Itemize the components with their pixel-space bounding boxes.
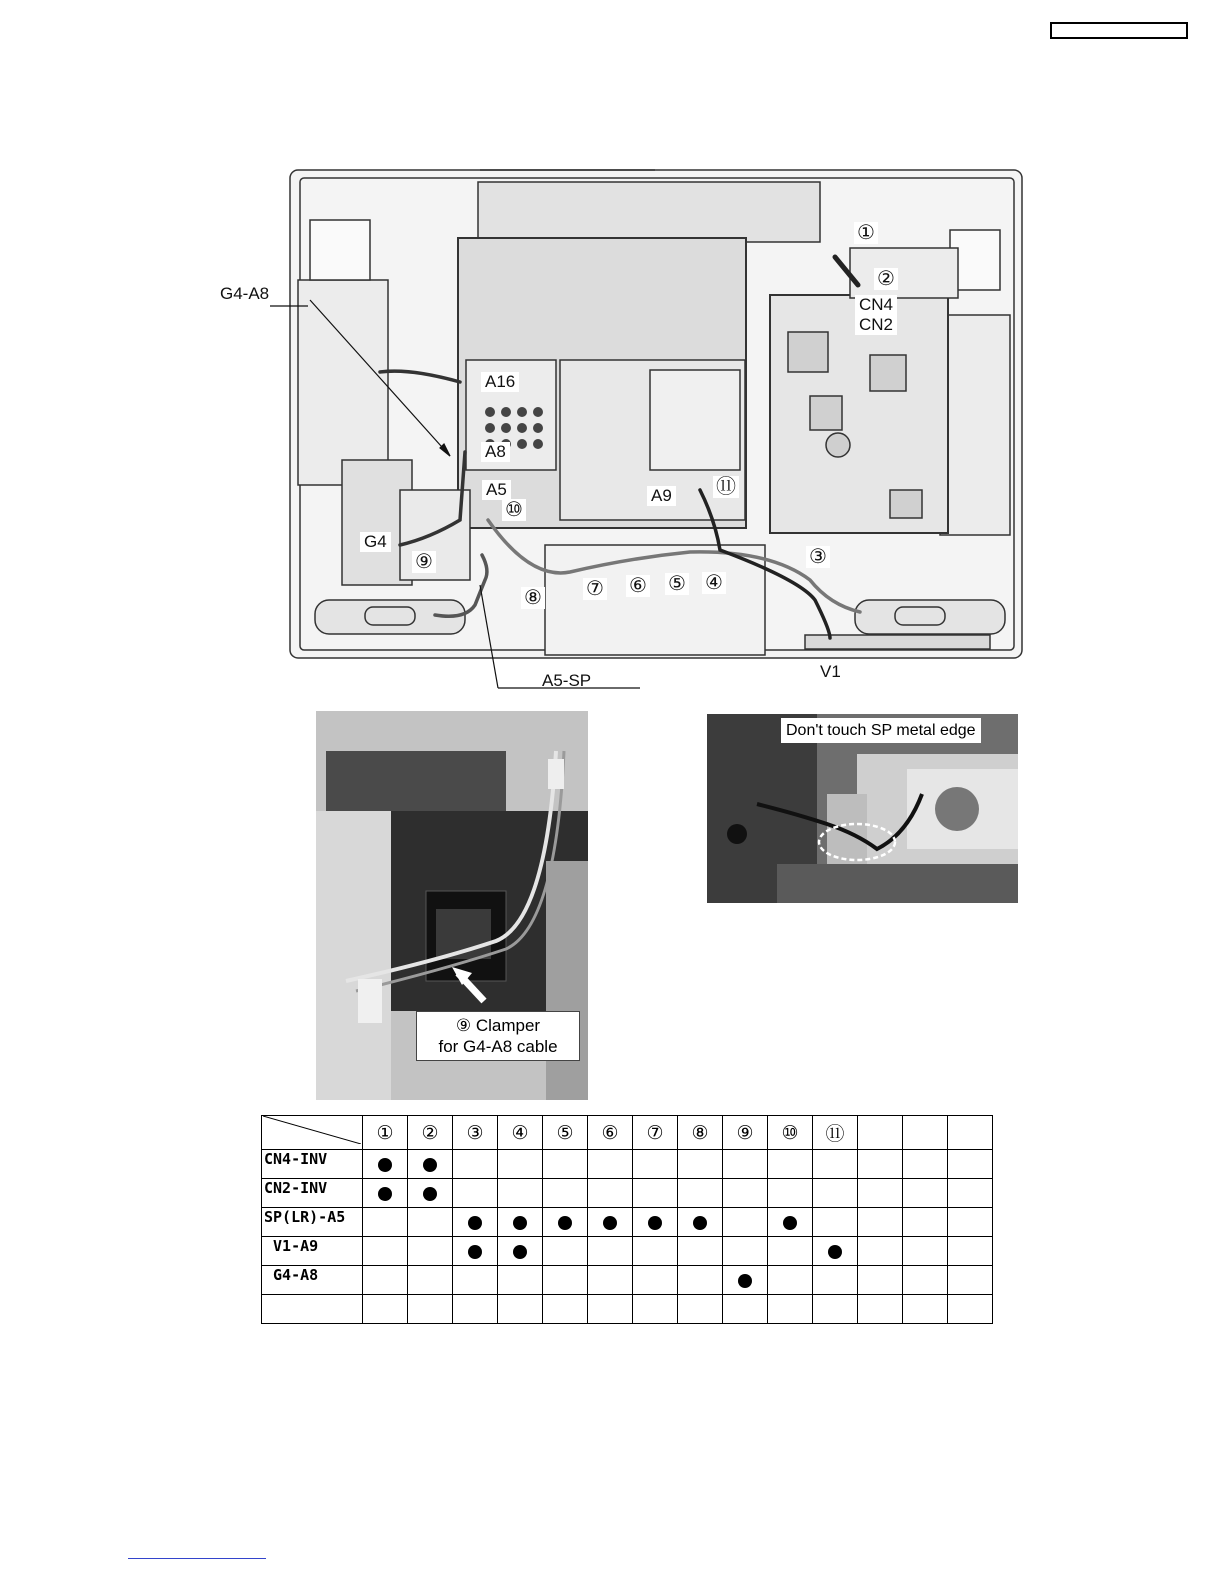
- table-cell: [633, 1208, 678, 1237]
- label-cn2: CN2: [855, 315, 897, 335]
- table-cell: [858, 1150, 903, 1179]
- table-cell: [633, 1150, 678, 1179]
- table-cell: [903, 1179, 948, 1208]
- marker-8: ⑧: [521, 587, 545, 609]
- check-dot: [378, 1187, 392, 1201]
- table-cell: [633, 1237, 678, 1266]
- check-dot: [423, 1158, 437, 1172]
- chassis-drawing: [270, 160, 1030, 700]
- check-dot: [693, 1216, 707, 1230]
- marker-9: ⑨: [412, 551, 436, 573]
- table-cell: [588, 1237, 633, 1266]
- table-cell: [678, 1295, 723, 1324]
- table-cell: [453, 1179, 498, 1208]
- check-dot: [468, 1216, 482, 1230]
- wiring-diagram: [220, 160, 1030, 700]
- clamper-callout: [416, 1011, 580, 1061]
- table-cell: [723, 1208, 768, 1237]
- document-code-box: [1050, 22, 1188, 39]
- table-cell: [903, 1237, 948, 1266]
- table-cell: [408, 1266, 453, 1295]
- label-g4-a8: G4-A8: [220, 284, 270, 303]
- label-a9: A9: [647, 486, 676, 506]
- table-cell: [543, 1237, 588, 1266]
- table-row: [262, 1237, 993, 1266]
- table-column-header: ⑦: [633, 1116, 678, 1150]
- table-cell: [498, 1237, 543, 1266]
- table-cell: [543, 1150, 588, 1179]
- table-cell: [723, 1179, 768, 1208]
- table-cell: [408, 1208, 453, 1237]
- table-cell: [588, 1295, 633, 1324]
- label-cn4: CN4: [855, 295, 897, 315]
- table-cell: [903, 1295, 948, 1324]
- speaker-callout: Don't touch SP metal edge: [781, 718, 981, 743]
- table-cell: [948, 1179, 993, 1208]
- table-column-header: [948, 1116, 993, 1150]
- table-cell: [633, 1295, 678, 1324]
- check-dot: [513, 1216, 527, 1230]
- table-cell: [363, 1237, 408, 1266]
- table-cell: [453, 1295, 498, 1324]
- table-cell: [723, 1266, 768, 1295]
- marker-2: ②: [874, 268, 898, 290]
- table-cell: [543, 1295, 588, 1324]
- label-a16: A16: [481, 372, 519, 392]
- table-cell: [588, 1208, 633, 1237]
- table-cell: [408, 1295, 453, 1324]
- table-cell: [678, 1150, 723, 1179]
- table-cell: [633, 1179, 678, 1208]
- table-cell: [408, 1237, 453, 1266]
- table-row: [262, 1266, 993, 1295]
- check-dot: [468, 1245, 482, 1259]
- table-cell: [903, 1266, 948, 1295]
- table-cell: [813, 1208, 858, 1237]
- table-cell: [858, 1266, 903, 1295]
- table-cell: [408, 1179, 453, 1208]
- table-cell: [723, 1150, 768, 1179]
- table-column-header: ④: [498, 1116, 543, 1150]
- table-cell: [768, 1179, 813, 1208]
- table-cell: [948, 1208, 993, 1237]
- table-cell: [678, 1179, 723, 1208]
- table-corner-cell: [262, 1116, 363, 1150]
- table-cell: [813, 1237, 858, 1266]
- table-column-header: ⑩: [768, 1116, 813, 1150]
- clamper-callout-line1: ⑨ Clamper: [455, 1016, 541, 1035]
- table-cell: [543, 1208, 588, 1237]
- table-column-header: ⑤: [543, 1116, 588, 1150]
- marker-1: ①: [854, 222, 878, 244]
- check-dot: [423, 1187, 437, 1201]
- footer-line: [128, 1558, 266, 1559]
- table-cell: [948, 1237, 993, 1266]
- table-cell: [858, 1295, 903, 1324]
- table-cell: [723, 1295, 768, 1324]
- table-cell: [768, 1150, 813, 1179]
- table-row-header: CN2-INV: [262, 1179, 363, 1208]
- table-column-header: ⑧: [678, 1116, 723, 1150]
- table-cell: [498, 1266, 543, 1295]
- table-row-header: V1-A9: [262, 1237, 363, 1266]
- table-cell: [363, 1179, 408, 1208]
- table-cell: [543, 1179, 588, 1208]
- label-v1: V1: [820, 662, 841, 681]
- table-cell: [588, 1150, 633, 1179]
- table-cell: [768, 1208, 813, 1237]
- table-cell: [723, 1237, 768, 1266]
- table-row-header: SP(LR)-A5: [262, 1208, 363, 1237]
- table-cell: [408, 1150, 453, 1179]
- table-column-header: ⑨: [723, 1116, 768, 1150]
- table-cell: [543, 1266, 588, 1295]
- table-cell: [768, 1295, 813, 1324]
- table-cell: [813, 1266, 858, 1295]
- table-cell: [678, 1208, 723, 1237]
- label-a5: A5: [482, 480, 511, 500]
- table-cell: [453, 1208, 498, 1237]
- table-cell: [498, 1179, 543, 1208]
- marker-3: ③: [806, 546, 830, 568]
- check-dot: [603, 1216, 617, 1230]
- check-dot: [513, 1245, 527, 1259]
- label-a5-sp: A5-SP: [542, 671, 592, 690]
- table-column-header: ①: [363, 1116, 408, 1150]
- speaker-photo: [707, 714, 1018, 903]
- corner-diagonal: [263, 1116, 361, 1144]
- table-cell: [948, 1150, 993, 1179]
- table-cell: [588, 1266, 633, 1295]
- table-row: [262, 1150, 993, 1179]
- table-cell: [903, 1150, 948, 1179]
- marker-4: ④: [702, 572, 726, 594]
- table-row-header: [262, 1295, 363, 1324]
- check-dot: [648, 1216, 662, 1230]
- label-a8: A8: [481, 442, 510, 462]
- table-header-row: [262, 1116, 993, 1150]
- table-cell: [948, 1295, 993, 1324]
- table-cell: [768, 1237, 813, 1266]
- table-cell: [678, 1266, 723, 1295]
- table-column-header: ②: [408, 1116, 453, 1150]
- table-column-header: ⑪: [813, 1116, 858, 1150]
- marker-7: ⑦: [583, 578, 607, 600]
- check-dot: [783, 1216, 797, 1230]
- table-cell: [498, 1295, 543, 1324]
- marker-6: ⑥: [626, 575, 650, 597]
- table-cell: [813, 1179, 858, 1208]
- check-dot: [378, 1158, 392, 1172]
- table-cell: [363, 1150, 408, 1179]
- table-column-header: ⑥: [588, 1116, 633, 1150]
- table-row: [262, 1179, 993, 1208]
- table-cell: [768, 1266, 813, 1295]
- table-cell: [453, 1266, 498, 1295]
- table-cell: [498, 1150, 543, 1179]
- marker-10: ⑩: [502, 499, 526, 521]
- table-cell: [858, 1237, 903, 1266]
- table-cell: [678, 1237, 723, 1266]
- table-cell: [858, 1179, 903, 1208]
- table-cell: [363, 1266, 408, 1295]
- clamper-callout-line2: for G4-A8 cable: [438, 1037, 558, 1056]
- table-cell: [453, 1150, 498, 1179]
- table-cell: [588, 1179, 633, 1208]
- marker-11: ⑪: [713, 476, 739, 498]
- table-cell: [948, 1266, 993, 1295]
- table-cell: [363, 1208, 408, 1237]
- label-g4: G4: [360, 532, 391, 552]
- table-column-header: [903, 1116, 948, 1150]
- table-cell: [903, 1208, 948, 1237]
- wiring-check-table: [261, 1115, 993, 1324]
- table-cell: [363, 1295, 408, 1324]
- table-row: [262, 1208, 993, 1237]
- table-cell: [858, 1208, 903, 1237]
- table-cell: [498, 1208, 543, 1237]
- clamper-photo: [316, 711, 588, 1100]
- table-row: [262, 1295, 993, 1324]
- table-column-header: [858, 1116, 903, 1150]
- check-dot: [558, 1216, 572, 1230]
- marker-5: ⑤: [665, 573, 689, 595]
- check-dot: [738, 1274, 752, 1288]
- check-dot: [828, 1245, 842, 1259]
- table-cell: [633, 1266, 678, 1295]
- table-cell: [813, 1150, 858, 1179]
- table-column-header: ③: [453, 1116, 498, 1150]
- table-cell: [813, 1295, 858, 1324]
- table-row-header: CN4-INV: [262, 1150, 363, 1179]
- table-cell: [453, 1237, 498, 1266]
- table-row-header: G4-A8: [262, 1266, 363, 1295]
